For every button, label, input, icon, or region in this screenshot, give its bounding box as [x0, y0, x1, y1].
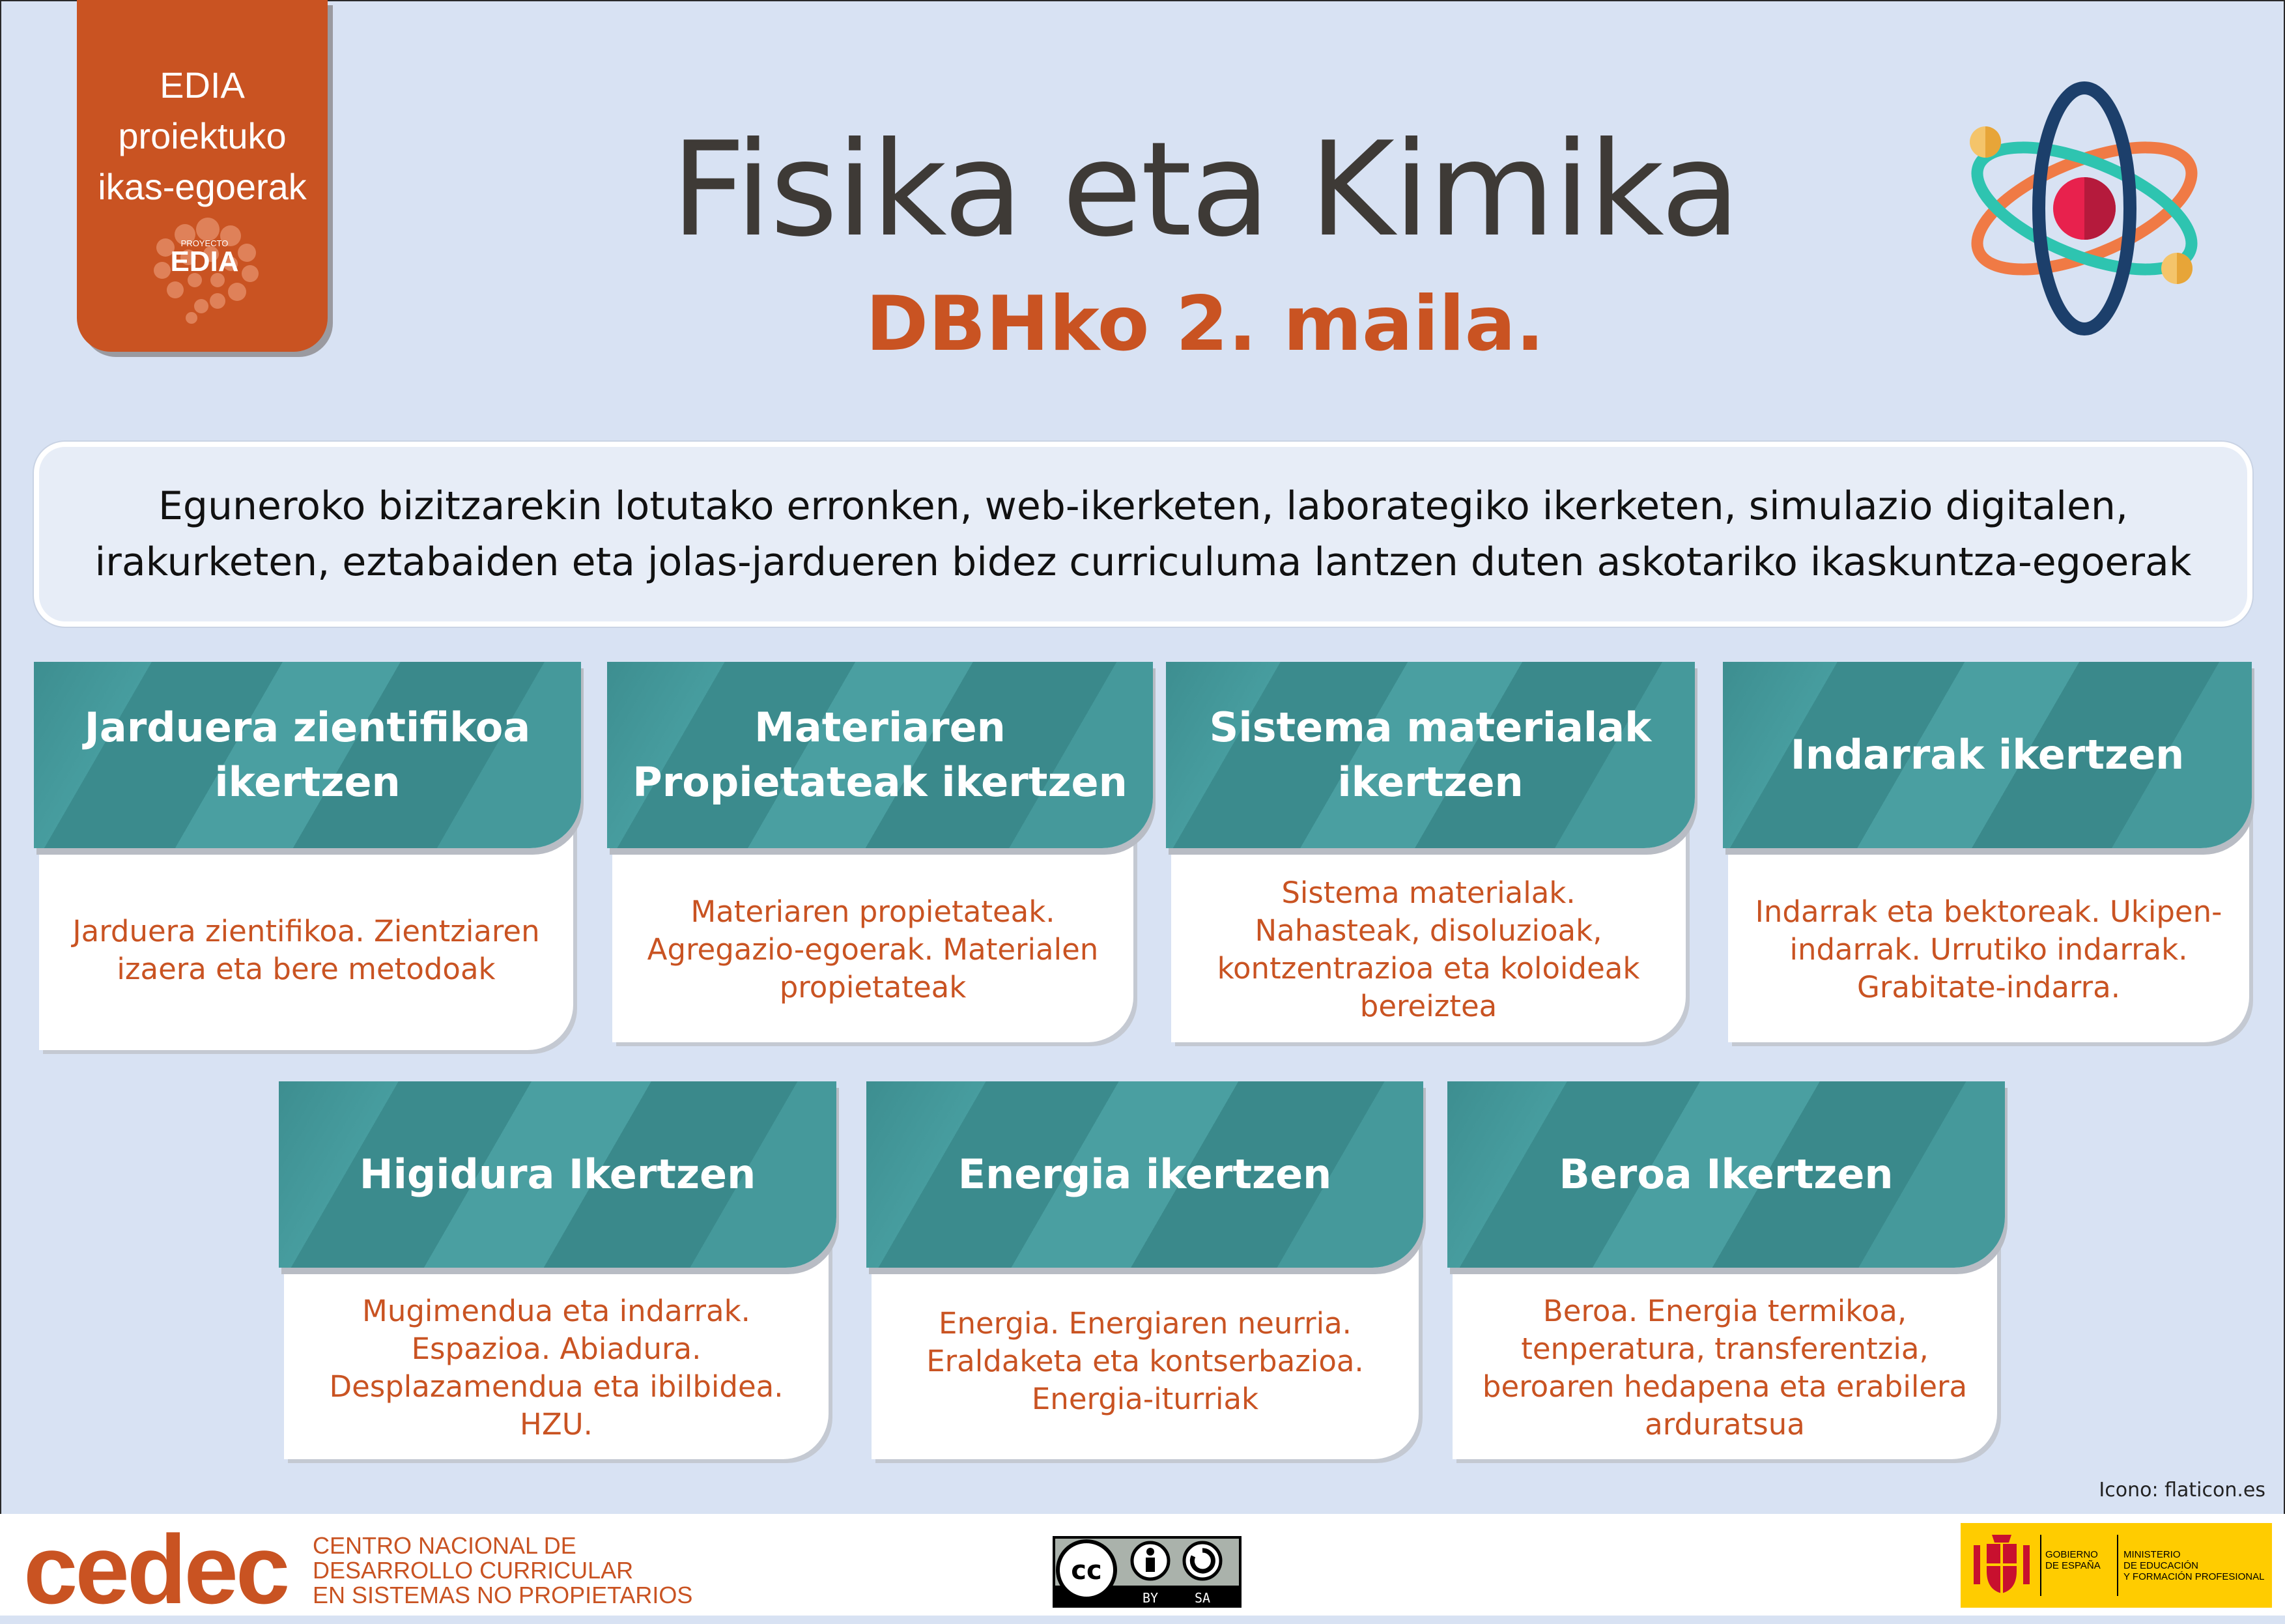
ministry-name [2123, 1549, 2264, 1582]
page-subtitle: DBHko 2. maila. [865, 280, 1545, 368]
card-header [1166, 662, 1695, 848]
card-description: Jarduera zientifikoa. Zientziaren izaera eta bere metodoak [72, 914, 540, 986]
card-header [34, 662, 581, 848]
creative-commons-license-icon[interactable] [1053, 1536, 1242, 1608]
ministry-line-2: DE EDUCACIÓN [2123, 1560, 2199, 1571]
card-header [607, 662, 1153, 848]
ministry-line-3: Y FORMACIÓN PROFESIONAL [2123, 1571, 2265, 1582]
svg-text:SA: SA [1194, 1590, 1211, 1606]
gov-line-1: GOBIERNO [2045, 1549, 2098, 1560]
card-jarduera[interactable] [34, 662, 581, 1050]
card-header [1723, 662, 2252, 848]
card-title: Higidura Ikertzen [359, 1150, 756, 1198]
atom-icon [1948, 78, 2221, 339]
gov-divider-2 [2117, 1535, 2118, 1596]
card-title: Sistema materialak ikertzen [1209, 704, 1652, 806]
intro-box [34, 442, 2252, 627]
card-header [279, 1081, 836, 1268]
card-description: Beroa. Energia termikoa, tenperatura, transferentzia, beroaren hedapena eta erabilera arduratsua [1482, 1294, 1968, 1442]
cedec-line-1: CENTRO NACIONAL DE [313, 1532, 576, 1559]
card-higidura[interactable] [279, 1081, 836, 1459]
card-sistema[interactable] [1166, 662, 1695, 1042]
svg-text:EDIA: EDIA [170, 246, 239, 278]
card-title: Jarduera zientifikoa ikertzen [84, 704, 531, 806]
card-description: Materiaren propietateak. Agregazio-egoerak. Materialen propietateak [647, 894, 1099, 1004]
card-description: Mugimendua eta indarrak. Espazioa. Abiadura. Desplazamendua eta ibilbidea. HZU. [329, 1294, 784, 1442]
badge-line-1: EDIA proiektuko [118, 64, 287, 156]
card-indarrak[interactable] [1723, 662, 2252, 1042]
cedec-line-3: EN SISTEMAS NO PROPIETARIOS [313, 1582, 693, 1608]
icon-credit: Icono: flaticon.es [2099, 1479, 2265, 1502]
gobierno-logo[interactable] [1961, 1523, 2272, 1608]
card-title: Materiaren Propietateak ikertzen [632, 704, 1128, 806]
intro-text: Eguneroko bizitzarekin lotutako erronken, web-ikerketen, laborategiko ikerketen, simulazio digitalen, irakurketen, eztabaiden eta jolas-jardueren bidez curriculuma lantzen duten askotariko ikaskuntza-egoerak [94, 483, 2192, 585]
gov-name [2045, 1549, 2101, 1571]
card-description: Sistema materialak. Nahasteak, disoluzioak, kontzentrazioa eta koloideak bereiztea [1217, 876, 1640, 1023]
footer [0, 1514, 2285, 1624]
card-title: Indarrak ikertzen [1790, 731, 2185, 778]
card-header [1447, 1081, 2005, 1268]
cedec-name [313, 1533, 692, 1608]
svg-text:cc: cc [1071, 1556, 1102, 1586]
card-header [866, 1081, 1423, 1268]
card-description: Indarrak eta bektoreak. Ukipen-indarrak. Urrutiko indarrak. Grabitate-indarra. [1755, 894, 2222, 1004]
gov-line-2: DE ESPAÑA [2045, 1560, 2101, 1571]
page-title: Fisika eta Kimika [671, 114, 1739, 266]
cedec-logo[interactable]: cedec [23, 1515, 288, 1624]
spain-coat-of-arms-icon [1972, 1532, 2031, 1597]
card-title: Energia ikertzen [958, 1150, 1332, 1198]
badge-line-2: ikas-egoerak [98, 166, 307, 207]
cedec-line-2: DESARROLLO CURRICULAR [313, 1557, 634, 1584]
gov-divider [2040, 1535, 2041, 1596]
card-materiaren[interactable] [607, 662, 1153, 1042]
card-description: Energia. Energiaren neurria. Eraldaketa eta kontserbazioa. Energia-iturriak [926, 1306, 1364, 1416]
card-energia[interactable] [866, 1081, 1423, 1459]
card-title: Beroa Ikertzen [1559, 1150, 1894, 1198]
card-beroa[interactable] [1447, 1081, 2005, 1459]
ministry-line-1: MINISTERIO [2123, 1549, 2181, 1560]
svg-text:BY: BY [1142, 1590, 1159, 1606]
svg-text:PROYECTO: PROYECTO [180, 238, 229, 248]
